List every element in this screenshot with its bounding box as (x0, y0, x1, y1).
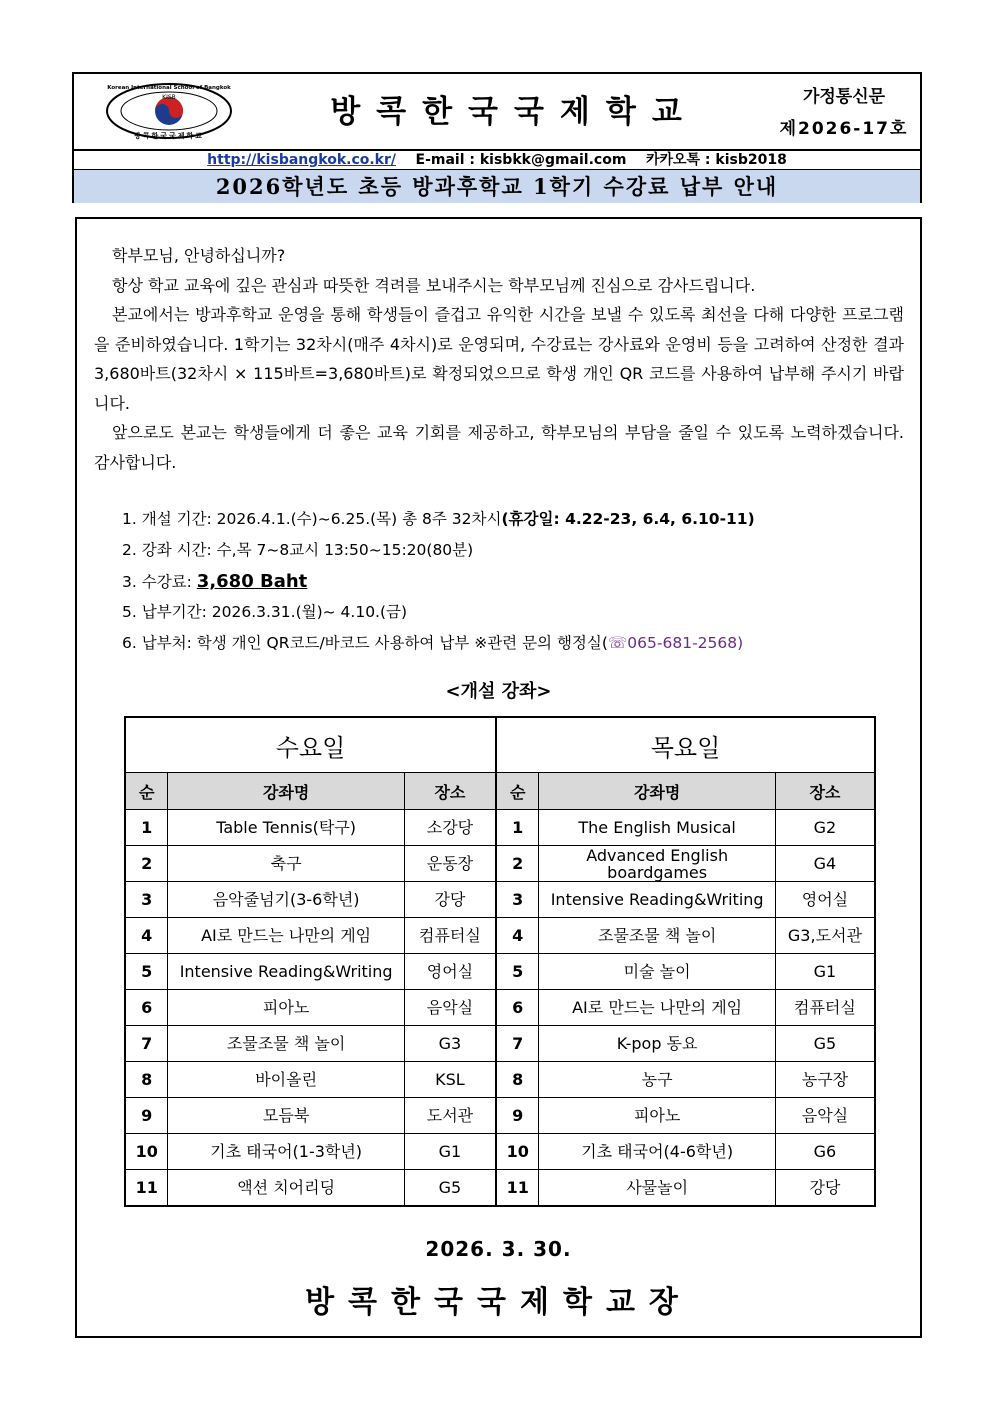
courses-title: <개설 강좌> (445, 681, 552, 702)
wednesday-header: 수요일 (125, 717, 496, 773)
contact-bar (74, 149, 920, 170)
info-fee-label: 3. 수강료: (122, 573, 197, 591)
table-row (125, 1134, 875, 1170)
logo-bottom-text: 방콕한국국제학교 (133, 132, 205, 140)
info-payment-text: 6. 납부처: 학생 개인 QR코드/바코드 사용하여 납부 ※관련 문의 행정실( (122, 634, 608, 652)
course-place: 강당 (404, 882, 496, 918)
course-name: 축구 (168, 846, 404, 882)
course-name: 기초 태국어(1-3학년) (168, 1134, 404, 1170)
logo-top-text: Korean International School of Bangkok (107, 85, 231, 91)
course-number: 5 (125, 954, 168, 990)
course-place: G6 (775, 1134, 875, 1170)
fee-amount: 3,680 Baht (196, 571, 308, 592)
info-holidays: (휴강일: 4.22-23, 6.4, 6.10-11) (501, 510, 755, 528)
day-header-row (125, 717, 875, 773)
col-place-header: 장소 (404, 773, 496, 810)
course-number: 8 (125, 1062, 168, 1098)
email-text: E-mail : kisbkk@gmail.com (415, 152, 627, 168)
col-num-header: 순 (496, 773, 539, 810)
principal-signature: 방콕한국국제학교장 (305, 1285, 692, 1320)
website-link[interactable]: http://kisbangkok.co.kr/ (207, 152, 397, 168)
issue-date: 2026. 3. 30. (425, 1237, 572, 1261)
course-name: 음악줄넘기(3-6학년) (168, 882, 404, 918)
course-number: 4 (125, 918, 168, 954)
course-name: 조물조물 책 놀이 (168, 1026, 404, 1062)
paper-number: 제2026-17호 (779, 119, 909, 139)
info-fee (122, 566, 755, 597)
course-number: 7 (496, 1026, 539, 1062)
info-list (122, 504, 755, 659)
office-phone: ☏065-681-2568) (607, 634, 744, 652)
course-place: G5 (775, 1026, 875, 1062)
header-top (74, 74, 920, 149)
table-row (125, 882, 875, 918)
course-number: 2 (125, 846, 168, 882)
newsletter-header (72, 72, 922, 203)
course-place: 컴퓨터실 (775, 990, 875, 1026)
course-place: G1 (775, 954, 875, 990)
course-name: 농구 (539, 1062, 775, 1098)
course-place: G2 (775, 810, 875, 846)
course-rows (125, 810, 875, 1207)
paragraph-thanks: 항상 학교 교육에 깊은 관심과 따뜻한 격려를 보내주시는 학부모님께 진심으로 감사드립니다. (112, 275, 756, 295)
course-name: 조물조물 책 놀이 (539, 918, 775, 954)
course-number: 6 (496, 990, 539, 1026)
course-place: 음악실 (775, 1098, 875, 1134)
course-number: 3 (125, 882, 168, 918)
course-name: K-pop 동요 (539, 1026, 775, 1062)
course-number: 10 (496, 1134, 539, 1170)
course-number: 8 (496, 1062, 539, 1098)
course-place: 영어실 (775, 882, 875, 918)
table-row (125, 990, 875, 1026)
course-name: AI로 만드는 나만의 게임 (168, 918, 404, 954)
course-number: 9 (496, 1098, 539, 1134)
table-row (125, 918, 875, 954)
course-name: Advanced English boardgames (539, 846, 775, 882)
course-name: AI로 만드는 나만의 게임 (539, 990, 775, 1026)
greeting: 학부모님, 안녕하십니까? (112, 246, 286, 265)
table-row (125, 1170, 875, 1207)
table-row (125, 846, 875, 882)
course-number: 7 (125, 1026, 168, 1062)
course-name: 피아노 (168, 990, 404, 1026)
course-number: 1 (496, 810, 539, 846)
courses-table (124, 716, 876, 1207)
col-place-header: 장소 (775, 773, 875, 810)
col-num-header: 순 (125, 773, 168, 810)
course-number: 3 (496, 882, 539, 918)
course-name: 피아노 (539, 1098, 775, 1134)
course-name: 액션 치어리딩 (168, 1170, 404, 1207)
course-number: 5 (496, 954, 539, 990)
course-place: G4 (775, 846, 875, 882)
paragraph-program: 본교에서는 방과후학교 운영을 통해 학생들이 즐겁고 유익한 시간을 보낼 수 있도록 최선을 다해 다양한 프로그램을 준비하였습니다. 1학기는 32차시(매주 4차시)로 운영되며, 수강료는 강사료와 운영비 등을 고려하여 산정한 결과 3,680바트(32차시 × 115바트=3,680바트)로 확정되었으므로 학생 개인 QR 코드를 사용하여 납부해 주시기 바랍니다. (94, 305, 904, 413)
col-name-header: 강좌명 (168, 773, 404, 810)
course-place: 영어실 (404, 954, 496, 990)
course-number: 2 (496, 846, 539, 882)
course-number: 11 (496, 1170, 539, 1207)
course-number: 4 (496, 918, 539, 954)
notice-body (75, 217, 922, 1338)
intro-paragraphs (94, 241, 904, 477)
course-number: 10 (125, 1134, 168, 1170)
course-place: 도서관 (404, 1098, 496, 1134)
course-name: 미술 놀이 (539, 954, 775, 990)
course-place: G1 (404, 1134, 496, 1170)
course-place: G5 (404, 1170, 496, 1207)
course-number: 6 (125, 990, 168, 1026)
course-place: G3 (404, 1026, 496, 1062)
course-name: 모듬북 (168, 1098, 404, 1134)
table-row (125, 1062, 875, 1098)
kakao-text: 카카오톡 : kisb2018 (645, 152, 787, 168)
table-row (125, 810, 875, 846)
table-row (125, 1026, 875, 1062)
table-row (125, 954, 875, 990)
paper-kind: 가정통신문 (802, 87, 886, 107)
course-name: The English Musical (539, 810, 775, 846)
paragraph-closing: 앞으로도 본교는 학생들에게 더 좋은 교육 기회를 제공하고, 학부모님의 부담을 줄일 수 있도록 노력하겠습니다. 감사합니다. (94, 423, 904, 472)
column-header-row (125, 773, 875, 810)
course-number: 11 (125, 1170, 168, 1207)
course-place: 음악실 (404, 990, 496, 1026)
course-name: 사물놀이 (539, 1170, 775, 1207)
course-name: 기초 태국어(4-6학년) (539, 1134, 775, 1170)
course-place: G3,도서관 (775, 918, 875, 954)
course-place: 농구장 (775, 1062, 875, 1098)
course-place: 컴퓨터실 (404, 918, 496, 954)
info-period (122, 504, 755, 535)
course-place: 강당 (775, 1170, 875, 1207)
course-number: 9 (125, 1098, 168, 1134)
school-logo (102, 78, 237, 144)
course-place: 운동장 (404, 846, 496, 882)
info-payment-period: 5. 납부기간: 2026.3.31.(월)~ 4.10.(금) (122, 603, 408, 621)
notice-title: 2026학년도 초등 방과후학교 1학기 수강료 납부 안내 (74, 170, 920, 203)
course-name: Intensive Reading&Writing (539, 882, 775, 918)
course-name: Intensive Reading&Writing (168, 954, 404, 990)
info-time: 2. 강좌 시간: 수,목 7~8교시 13:50~15:20(80분) (122, 541, 474, 559)
table-row (125, 1098, 875, 1134)
thursday-header: 목요일 (496, 717, 875, 773)
course-place: KSL (404, 1062, 496, 1098)
course-place: 소강당 (404, 810, 496, 846)
course-name: Table Tennis(탁구) (168, 810, 404, 846)
col-name-header: 강좌명 (539, 773, 775, 810)
info-payment-method (122, 628, 755, 659)
info-period-text: 1. 개설 기간: 2026.4.1.(수)~6.25.(목) 총 8주 32차시 (122, 510, 502, 528)
logo-mid-text: KISB (162, 94, 176, 101)
course-name: 바이올린 (168, 1062, 404, 1098)
school-name: 방콕한국국제학교 (330, 94, 698, 130)
course-number: 1 (125, 810, 168, 846)
